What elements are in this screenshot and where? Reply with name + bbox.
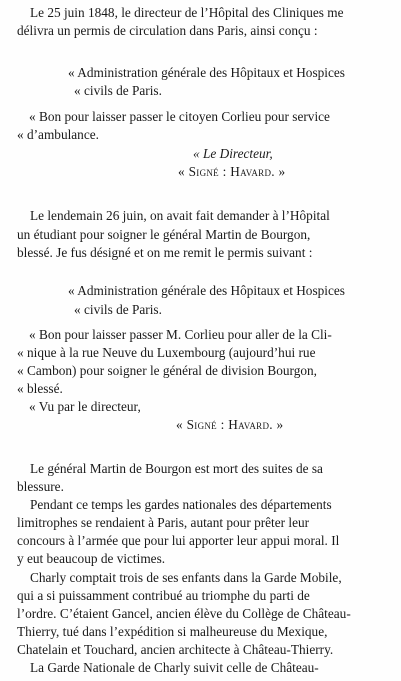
text-line: blessé. Je fus désigné et on me remit le permis suivant : xyxy=(17,245,313,260)
text-line: qui a si puissamment contribué au triomphe du parti de xyxy=(17,588,310,603)
text-line: l’ordre. C’étaient Gancel, ancien élève du Collège de Château- xyxy=(17,606,351,621)
text-line: « Administration générale des Hôpitaux et Hospices xyxy=(68,283,345,298)
text-line: Charly comptait trois de ses enfants dans la Garde Mobile, xyxy=(30,570,342,585)
text-line: Thierry, tué dans l’expédition si malheureuse du Mexique, xyxy=(17,624,328,639)
text-line: limitrophes se rendaient à Paris, autant pour prêter leur xyxy=(17,515,310,530)
text-line: « civils de Paris. xyxy=(74,302,162,317)
text-line: « Signé : Havard. » xyxy=(178,164,286,179)
text-line: La Garde Nationale de Charly suivit celle de Château- xyxy=(30,660,319,675)
text-line: Le lendemain 26 juin, on avait fait demander à l’Hôpital xyxy=(30,208,330,223)
text-line: un étudiant pour soigner le général Martin de Bourgon, xyxy=(17,227,311,242)
text-line: concours à l’armée que pour lui apporter leur appui moral. Il xyxy=(17,533,340,548)
text-line: délivra un permis de circulation dans Paris, ainsi conçu : xyxy=(17,23,318,38)
text-line: « Cambon) pour soigner le général de division Bourgon, xyxy=(17,363,317,378)
text-line: « nique à la rue Neuve du Luxembourg (aujourd’hui rue xyxy=(17,345,316,360)
text-line: « Le Directeur, xyxy=(193,146,273,161)
text-line: « Vu par le directeur, xyxy=(29,399,141,414)
text-line: « Bon pour laisser passer le citoyen Corlieu pour service xyxy=(29,109,330,124)
text-line: Le 25 juin 1848, le directeur de l’Hôpital des Cliniques me xyxy=(30,5,344,20)
text-line: y eut beaucoup de victimes. xyxy=(17,551,166,566)
text-line: « Signé : Havard. » xyxy=(176,417,284,432)
text-line: « blessé. xyxy=(17,381,63,396)
text-line: « civils de Paris. xyxy=(74,83,162,98)
text-line: Chatelain et Touchard, ancien architecte à Château-Thierry. xyxy=(17,642,334,657)
text-line: Le général Martin de Bourgon est mort des suites de sa xyxy=(30,461,323,476)
text-line: « Administration générale des Hôpitaux et Hospices xyxy=(68,65,345,80)
text-line: « Bon pour laisser passer M. Corlieu pour aller de la Cli- xyxy=(29,327,332,342)
text-line: blessure. xyxy=(17,479,64,494)
text-line: Pendant ce temps les gardes nationales des départements xyxy=(30,497,332,512)
text-line: « d’ambulance. xyxy=(17,127,99,142)
